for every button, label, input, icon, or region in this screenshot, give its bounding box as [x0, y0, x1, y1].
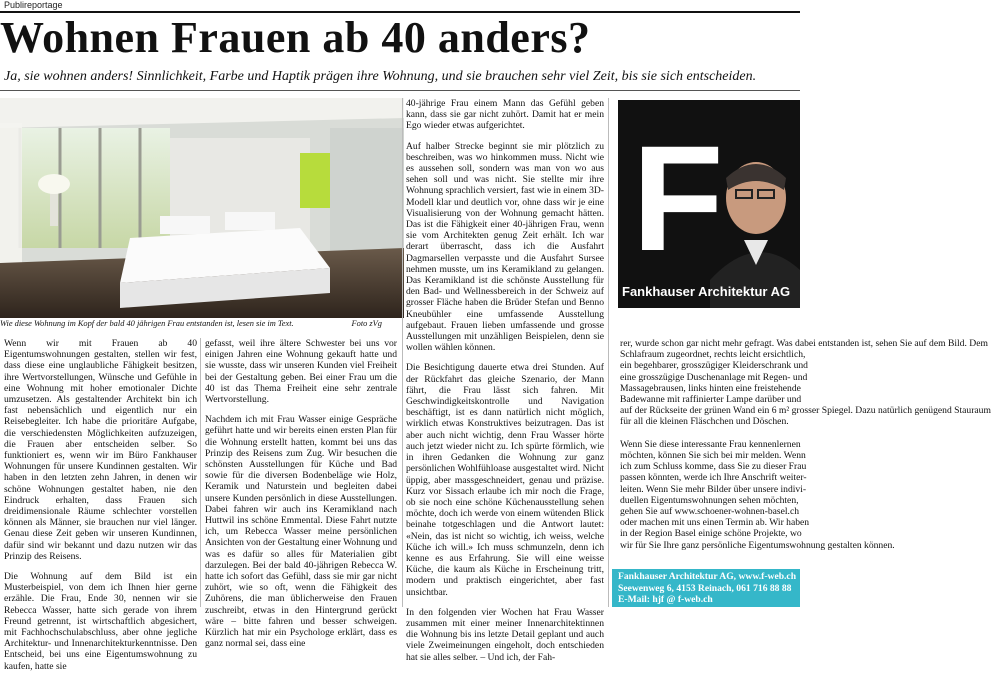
text-line: auf der Rückseite der grünen Wand ein 6 m² grosser Spiegel. Dazu natürlich genügend Stauraum: [620, 405, 991, 417]
bedroom-photo: [0, 98, 404, 318]
text-line: oder machen mit uns einen Termin ab. Wir haben: [620, 517, 810, 529]
text-line: in der Region Basel einige schöne Projekte, wo: [620, 528, 802, 540]
lead-text: Ja, sie wohnen anders! Sinnlichkeit, Farbe und Haptik prägen ihre Wohnung, und sie brauchen sehr viel Zeit, bis sie sich entscheiden.: [4, 69, 757, 84]
lead-rule: [0, 90, 800, 91]
text-line: duellen Eigentumswohnungen sehen möchten,: [620, 494, 799, 506]
contact-line: Seewenweg 6, 4153 Reinach, 061 716 88 88: [618, 582, 792, 594]
column-divider: [200, 338, 201, 607]
paragraph: Auf halber Strecke beginnt sie mir plötzlich zu beschreiben, was wo hinkommen muss. Nicht wie es aussehen soll, sondern was man von wo aus sehen soll und was nicht. Sie stellte mir ihre Wohnung sprachlich versiert, fast wie in einem 3D-Modell klar und deutlich vor, ohne dass wir je eine Visualisierung von der Wohnung gemacht hätten. Das ist die Fähigkeit einer 40-jährigen Frau, wenn sie vom Architekten genug Zeit erhält. Ich war derart überrascht, dass ich die Ausfahrt Dagmarsellen verpasste und die Ausfahrt Sursee nehmen musste, um ins Keramikland zu gelangen. Das Keramikland ist die schönste Ausstellung für den Bad- und Wellnessbereich in der Schweiz auf grosser Fläche haben die Brüder Stefan und Benno Kneubühler eine umfassende Ausstellung aufgebaut. Frauen lieben umfassende und grosse Ausstellungen mit unzähligen Beispielen, denn sie wollen wählen können.: [406, 140, 604, 354]
section-label: Publireportage: [4, 0, 63, 10]
contact-line[interactable]: Fankhauser Architektur AG, www.f-web.ch: [618, 571, 797, 582]
text-line: leiten. Wenn Sie mehr Bilder über unsere indivi-: [620, 483, 807, 495]
paragraph: Die Besichtigung dauerte etwa drei Stunden. Auf der Rückfahrt das gleiche Szenario, der Mann fährt, die Frau lässt sich fahren. Mit Geschwindigkeitskontrolle und Navigation beschäftigt, ist es dann natürlich nicht möglich, wirklich etwas Konstruktives beizutragen. Das ist aber auch nicht wichtig, denn Frau Wasser hörte auch jetzt wieder nicht zu. Ich spürte förmlich, wie in ihren Gedanken die Wohnung zur ganz persönlichen Wohlfühloase ausgestaltet wird. Nicht üppig, aber massgeschneidert, genau und präzise. Kurz vor Sissach erlaube ich mir noch die Frage, ob sie noch eine schöne Küchenausstellung sehen möchte, doch ich werde von einem wütenden Blick beinahe totgeschlagen und die Antwort lautet: «Nein, das ist nicht so wichtig, ich weiss, welche Küche ich will.» Ich muss schmunzeln, denn ich kenne es aus Erfahrung. Sie will eine weisse Küche, die kaum als Küche in Erscheinung tritt, modern und praktisch eingerichtet, aber fast unsichtbar.: [406, 362, 604, 598]
text-line: [620, 428, 800, 439]
paragraph: 40-jährige Frau einem Mann das Gefühl geben kann, dass sie gar nicht zuhört. Damit hat er mein Ego wieder etwas aufgerichtet.: [406, 98, 604, 132]
text-line: Wenn Sie diese interessante Frau kennenlernen: [620, 438, 801, 450]
paragraph: Wenn wir mit Frauen ab 40 Eigentumswohnungen gestalten, stellen wir fest, dass diese eine unglaubliche Fähigkeit besitzen, ihre Wertvorstellungen, Wünsche und Gefühle in eine Wohnung mit hoher emotionaler Dichte umzusetzen. Als gestaltender Architekt bin ich fast nebensächlich und eigentlich nur ein Reisebegleiter. Ich habe die prioritäre Aufgabe, die verschiedensten Möglichkeiten aufzuzeigen, die Frauen aber entscheiden selber. So funktioniert es, wenn wir im Büro Fankhauser Wohnungen für unsere Kundinnen gestalten. Wir haben in den letzten zehn Jahren, in denen wir schöne Wohnungen gestaltet haben, nie den Eindruck erhalten, dass Frauen sich dreidimensionale Räume schlechter vorstellen können als Männer, sie brauchen nur viel länger. Genau diese Zeit geben wir unseren Kundinnen, dafür sind wir bekannt und dazu nutzen wir das Prinzip des Reisens.: [4, 338, 197, 562]
caption-text: Wie diese Wohnung im Kopf der bald 40 jährigen Frau entstanden ist, lesen sie im Text.: [0, 319, 294, 328]
article-column-2: [205, 338, 397, 658]
paragraph: Nachdem ich mit Frau Wasser einige Gespräche geführt hatte und wir bereits einen ersten Plan für die Wohnung erstellt hatten, kommt bei uns das Prinzip des Reisens zum Zug. Wir besuchen die schönsten Ausstellungen für Küche und Bad sowie für die diversen Bodenbeläge wie Holz, Keramik und Naturstein und begleiten dabei unsere Kunden persönlich in diese Ausstellungen. Dabei fahren wir auch ins Keramikland nach Huttwil ins schöne Emmental. Diese Fahrt nutzte ich, um Rebecca Wasser meine persönlichen Ansichten von der Gestaltung einer Wohnung und was es dafür so alles für Materialien gibt darzulegen. Bei der bald 40-jährigen Rebecca W. hatte ich sofort das Gefühl, dass sie mir gar nicht zuhört, wie so oft, wenn die Fähigkeit des Zuhörens, die man üblicherweise den Frauen zuschreibt, etwas in den Hintergrund gerückt wäre – bitte fahren und besser schweigen. Kürzlich hat mir ein Psychologe erklärt, dass es ganz normal sei, dass eine: [205, 414, 397, 650]
article-column-1: [4, 338, 197, 681]
text-line: gehen Sie auf www.schoener-wohnen-basel.ch: [620, 506, 800, 518]
text-line: Badewanne mit raffinierter Lampe darüber und: [620, 394, 802, 406]
text-line: eine grosszügige Duschenanlage mit Regen- und: [620, 371, 808, 383]
text-line: Schlafraum zugeordnet, rechts leicht ersichtlich,: [620, 349, 806, 361]
contact-email[interactable]: E-Mail: hjf @ f-web.ch: [618, 594, 713, 606]
paragraph: gefasst, weil ihre ältere Schwester bei uns vor einigen Jahren eine Wohnung gekauft hatte und sie wusste, dass wir unseren Kunden viel Freiheit bei der Gestaltung geben. Bei einer Frau um die 40 ist das Thema Freiheit eine sehr zentrale Wertvorstellung.: [205, 338, 397, 406]
paragraph: In den folgenden vier Wochen hat Frau Wasser zusammen mit einer meiner Innenarchitektinnen die Wohnung bis ins letzte Detail geplant und auch viele Zweimeinungen eingeholt, doch entschieden hat sie alles selber. – Und ich, der Fah-: [406, 606, 604, 663]
text-line: passen könnten, werde ich Ihre Anschrift weiter-: [620, 472, 807, 484]
text-line: ein begehbarer, grosszügiger Kleiderschrank und: [620, 360, 808, 372]
contact-box: [612, 569, 800, 607]
photo-credit: Foto zVg: [351, 319, 382, 328]
company-name: Fankhauser Architektur AG: [622, 284, 791, 299]
text-line: rer, wurde schon gar nicht mehr gefragt. Was dabei entstanden ist, sehen Sie auf dem Bild. Dem: [620, 338, 988, 349]
text-line: für all die kleinen Fläschchen und Döschen.: [620, 416, 789, 428]
text-line: wir für Sie Ihre ganz persönliche Eigentumswohnung gestalten können.: [620, 539, 895, 551]
headline: Wohnen Frauen ab 40 anders?: [0, 13, 591, 62]
column-divider: [402, 98, 403, 607]
paragraph: Die Wohnung auf dem Bild ist ein Musterbeispiel, von dem ich Ihnen hier gerne erzähle. Die Frau, Ende 30, nennen wir sie Rebecca Wasser, hatte sich gerade von ihrem Freund getrennt, ist wirtschaftlich abgesichert, mit Fachhochschulabschluss, aber ohne jegliche Architektur- und Innenarchitekturkenntnisse. Den Entscheid, bei uns eine Eigentumswohnung zu kaufen, hatte sie: [4, 571, 197, 672]
article-column-3: [406, 98, 604, 672]
text-line: Massagebrausen, links hinten eine freistehende: [620, 382, 801, 394]
logo-letter: F: [632, 114, 724, 282]
text-line: möchten, können Sie sich bei mir melden. Wenn: [620, 450, 806, 462]
company-ad: [618, 100, 800, 308]
article-column-4: [620, 338, 991, 551]
text-line: ich zum Schluss komme, dass Sie zu dieser Frau: [620, 461, 807, 473]
photo-caption: [0, 319, 404, 329]
column-divider: [608, 98, 609, 607]
